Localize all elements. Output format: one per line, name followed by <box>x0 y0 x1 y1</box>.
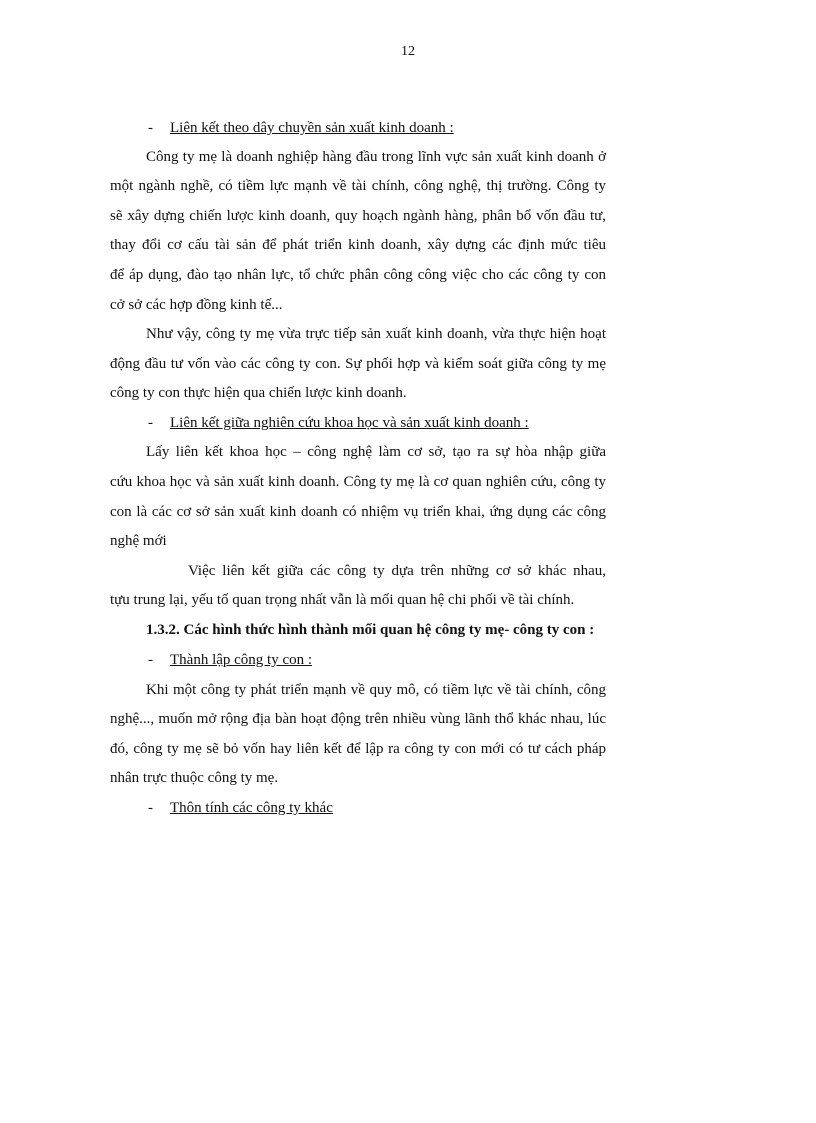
paragraph-line: đó, công ty mẹ sẽ bỏ vốn hay liên kết để lập ra công ty con mới có tư cách pháp <box>110 741 606 757</box>
page-number: 12 <box>401 44 415 59</box>
section-heading: 1.3.2. Các hình thức hình thành mối quan hệ công ty mẹ- công ty con : <box>146 622 595 638</box>
paragraph-line: một ngành nghề, có tiềm lực mạnh về tài chính, công nghệ, thị trường. Công ty <box>110 178 606 194</box>
paragraph-line: nghệ..., muốn mở rộng địa bàn hoạt động trên nhiều vùng lãnh thổ khác nhau, lúc <box>110 711 606 727</box>
bullet-dash: - <box>148 652 153 668</box>
paragraph-line: Lấy liên kết khoa học – công nghệ làm cơ sở, tạo ra sự hòa nhập giữa <box>146 444 606 460</box>
bullet-dash: - <box>148 800 153 816</box>
paragraph-line: Khi một công ty phát triển mạnh về quy mô, có tiềm lực về tài chính, công <box>146 682 606 698</box>
bullet-heading-acquisition: Thôn tính các công ty khác <box>170 800 333 816</box>
paragraph-line: tựu trung lại, yếu tố quan trọng nhất vẫn là mối quan hệ chi phối về tài chính. <box>110 592 575 608</box>
paragraph-line: Như vậy, công ty mẹ vừa trực tiếp sản xuất kinh doanh, vừa thực hiện hoạt <box>146 326 606 342</box>
bullet-dash: - <box>148 415 153 431</box>
paragraph-line: cở sở các hợp đồng kinh tế... <box>110 297 283 313</box>
paragraph-line: thay đổi cơ cấu tài sản để phát triển kinh doanh, xây dựng các định mức tiêu <box>110 237 606 253</box>
paragraph-line: nhân trực thuộc công ty mẹ. <box>110 770 279 786</box>
bullet-heading-research-link: Liên kết giữa nghiên cứu khoa học và sản xuất kinh doanh : <box>170 415 529 431</box>
bullet-dash: - <box>148 120 153 136</box>
paragraph-line: để áp dụng, đào tạo nhân lực, tổ chức phân công công việc cho các công ty con <box>110 267 606 283</box>
paragraph-line: nghệ mới <box>110 533 167 549</box>
paragraph-line: con là các cơ sở sản xuất kinh doanh có nhiệm vụ triển khai, ứng dụng các công <box>110 504 606 520</box>
paragraph-line: Công ty mẹ là doanh nghiệp hàng đầu trong lĩnh vực sản xuất kinh doanh ở <box>146 149 606 165</box>
paragraph-line: cứu khoa học và sản xuất kinh doanh. Công ty mẹ là cơ quan nghiên cứu, công ty <box>110 474 606 490</box>
paragraph-line: công ty con thực hiện qua chiến lược kinh doanh. <box>110 385 407 401</box>
paragraph-line: sẽ xây dựng chiến lược kinh doanh, quy hoạch ngành hàng, phân bổ vốn đầu tư, <box>110 208 606 224</box>
paragraph-line: Việc liên kết giữa các công ty dựa trên những cơ sở khác nhau, <box>188 563 606 579</box>
bullet-heading-production-chain: Liên kết theo dây chuyền sản xuất kinh doanh : <box>170 120 454 136</box>
paragraph-line: động đầu tư vốn vào các công ty con. Sự phối hợp và kiểm soát giữa công ty mẹ <box>110 356 606 372</box>
bullet-heading-establish-subsidiary: Thành lập công ty con : <box>170 652 313 668</box>
